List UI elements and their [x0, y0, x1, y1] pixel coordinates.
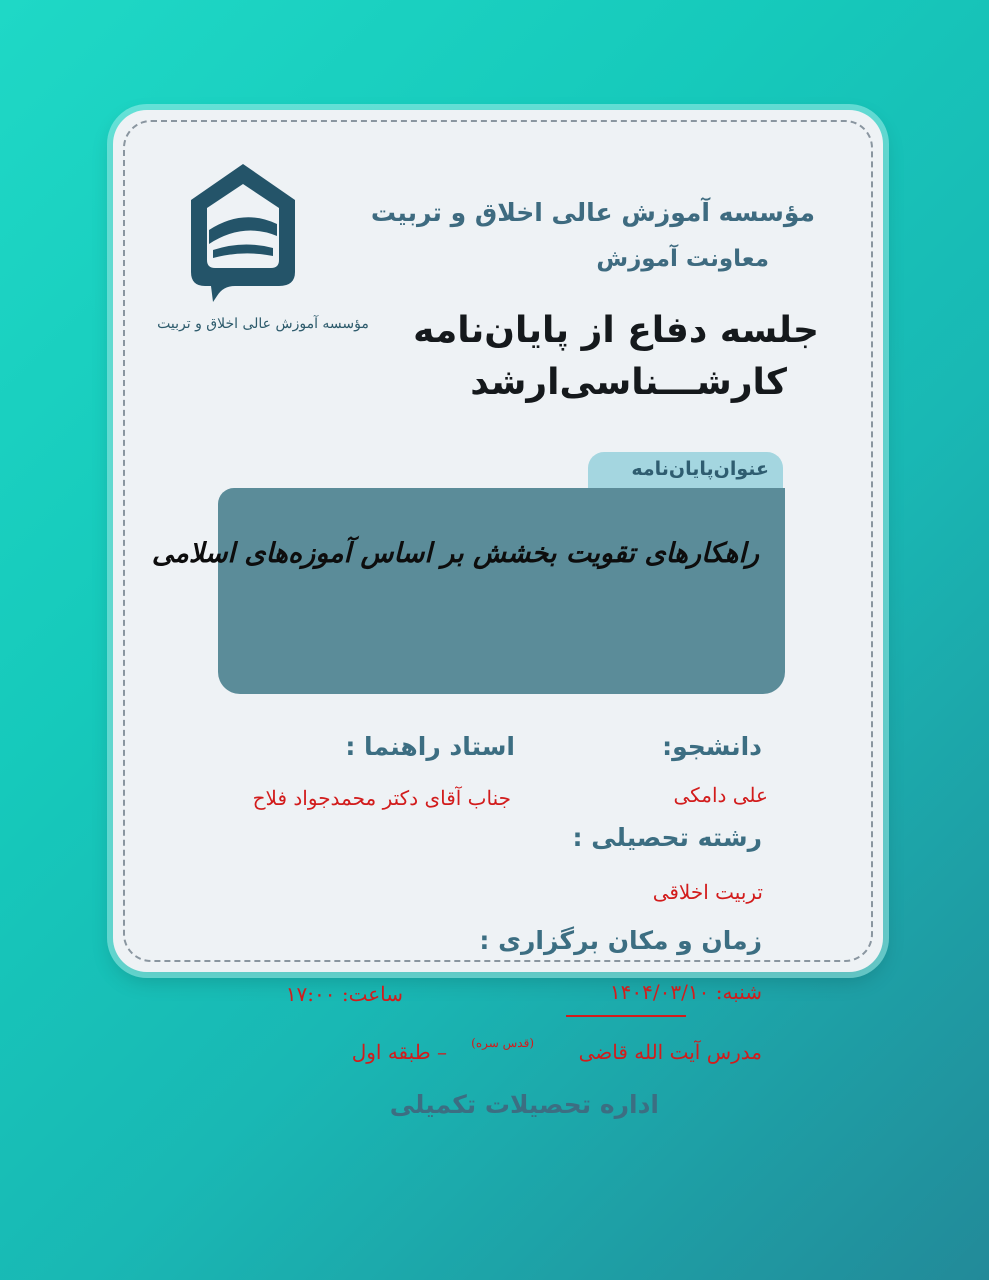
institute-name: مؤسسه آموزش عالی اخلاق و تربیت — [370, 198, 815, 227]
time-place-label: زمان و مکان برگزاری : — [479, 926, 762, 955]
field-value: تربیت اخلاقی — [652, 880, 763, 904]
advisor-name: جناب آقای دکتر محمدجواد فلاح — [252, 786, 511, 810]
thesis-tab-label: عنوان‌پایان‌نامه — [631, 458, 769, 480]
time: ساعت: ۱۷:۰۰ — [285, 982, 403, 1006]
thesis-tab — [588, 452, 783, 490]
student-name: علی دامکی — [673, 783, 768, 807]
venue: مدرس آیت الله قاضی — [578, 1040, 762, 1064]
student-label: دانشجو: — [662, 732, 762, 761]
degree-title: کارشـــناسی‌ارشد — [470, 362, 787, 403]
event-title: جلسه دفاع از پایان‌نامه — [413, 310, 819, 351]
field-label: رشته تحصیلی : — [572, 823, 762, 852]
advisor-label: استاد راهنما : — [345, 732, 515, 761]
thesis-title: راهکارهای تقویت بخشش بر اساس آموزه‌های اسلامی — [151, 538, 759, 569]
venue-honorific: (قدس سره) — [471, 1036, 534, 1050]
thesis-title-box — [151, 488, 785, 694]
venue-floor: – طبقه اول — [351, 1040, 447, 1064]
date-underline — [566, 1015, 686, 1017]
day-date: شنبه: ۱۴۰۴/۰۳/۱۰ — [609, 980, 762, 1004]
logo-caption: مؤسسه آموزش عالی اخلاق و تربیت — [157, 316, 369, 332]
graduate-office: اداره تحصیلات تکمیلی — [389, 1090, 659, 1119]
institute-logo — [183, 160, 303, 302]
department-name: معاونت آموزش — [596, 246, 769, 272]
